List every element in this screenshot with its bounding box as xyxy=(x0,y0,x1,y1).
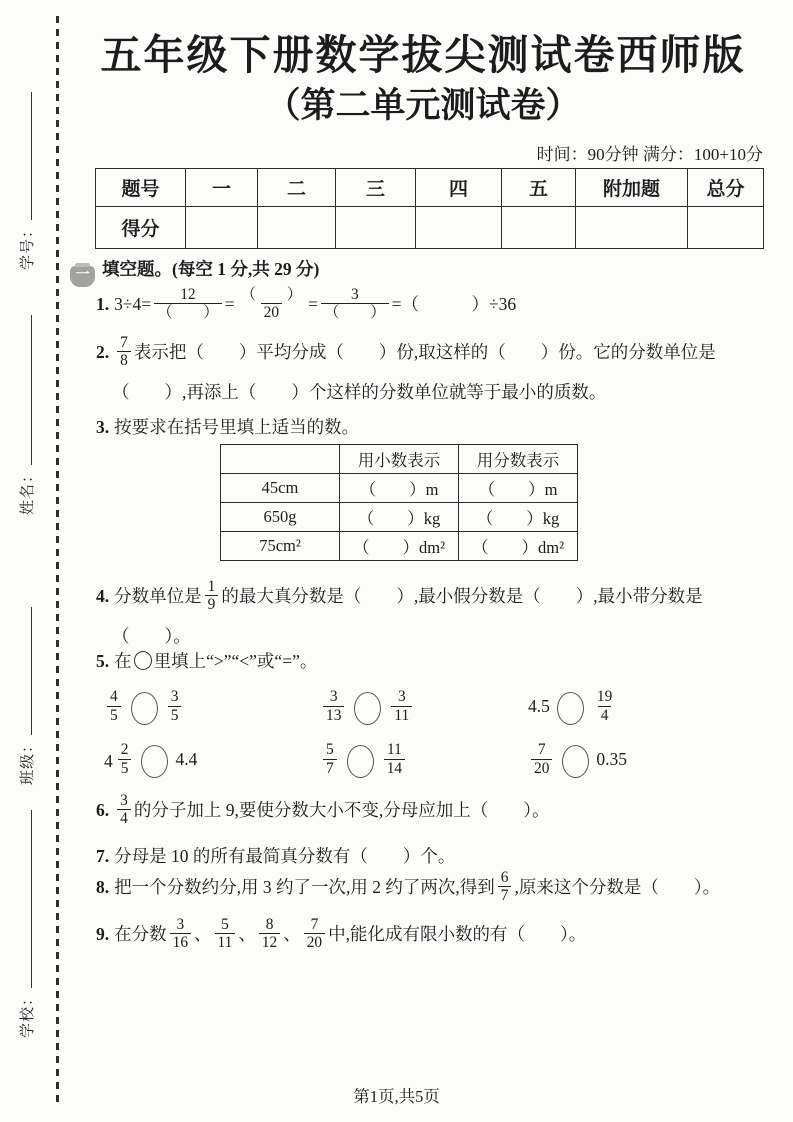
page-subtitle: （第二单元测试卷） xyxy=(265,86,581,125)
table-cell: 45cm xyxy=(221,474,340,503)
score-empty-cell xyxy=(416,207,502,249)
question-line: 9. 在分数 $\frac{3}{16}$ 、 $\frac{5}{11}$ 、 $\frac{8}{12}$ 、 $\frac{7}{20}$ 中,能化成有限小数的有（ ）。 xyxy=(96,916,587,952)
score-empty-cell xyxy=(576,207,688,249)
blank-line xyxy=(18,810,32,988)
comparison-grid xyxy=(104,688,752,794)
compare-row xyxy=(104,741,752,781)
section-one-badge-icon xyxy=(70,266,95,287)
fraction: $\frac{7}{20}$ xyxy=(304,916,325,952)
fraction: $\frac{1}{9}$ xyxy=(205,578,219,614)
section-number: 一 xyxy=(75,268,90,283)
table-cell: 75cm² xyxy=(221,532,340,561)
table-row xyxy=(221,474,578,503)
table-cell xyxy=(221,445,340,474)
score-header-cell: 总分 xyxy=(688,169,764,207)
blank-line xyxy=(18,315,32,465)
fraction: $\frac{3}{11}$ xyxy=(391,688,412,724)
fraction: $\frac{6}{7}$ xyxy=(498,869,512,905)
compare-item xyxy=(320,690,528,726)
question-number: 4. xyxy=(96,585,110,606)
compare-item: 4.5 $\frac{19}{4}$ xyxy=(528,690,752,726)
conversion-table-header-row xyxy=(221,445,578,474)
table-cell: （ ）kg xyxy=(340,503,459,532)
table-cell: （ ）dm² xyxy=(459,532,578,561)
question-line: （ ）。 xyxy=(112,625,191,646)
seal-label-school: 学校： xyxy=(20,989,36,1038)
score-empty-cell xyxy=(186,207,258,249)
score-header-cell: 三 xyxy=(336,169,416,207)
fraction: $\frac{8}{12}$ xyxy=(259,916,280,952)
fraction: $\frac{3}{( )}$ xyxy=(321,286,389,322)
conversion-table xyxy=(220,444,578,561)
fraction: $\frac{5}{7}$ xyxy=(323,741,337,777)
score-header-cell: 一 xyxy=(186,169,258,207)
question-1 xyxy=(96,288,761,324)
score-row xyxy=(96,207,764,249)
table-cell: 用小数表示 xyxy=(340,445,459,474)
question-line: 6. $\frac{3}{4}$ 的分子加上 9,要使分数大小不变,分母应加上（ ）。 xyxy=(96,792,550,828)
section-note: (每空 1 分,共 29 分) xyxy=(172,259,320,279)
question-line: 8. 把一个分数约分,用 3 约了一次,用 2 约了两次,得到 $\frac{6}{7}$ ,原来这个分数是（ ）。 xyxy=(96,869,721,905)
question-number: 1. xyxy=(96,293,110,314)
fraction: $\frac{3}{13}$ xyxy=(323,688,344,724)
question-3 xyxy=(96,416,761,440)
table-cell: 650g xyxy=(221,503,340,532)
seal-label-class: 班级： xyxy=(20,736,36,785)
section-header xyxy=(70,256,319,287)
question-line: 3. 按要求在括号里填上适当的数。 xyxy=(96,417,360,437)
score-empty-cell xyxy=(688,207,764,249)
question-2 xyxy=(96,336,761,404)
question-number: 3. xyxy=(96,417,110,437)
mixed-number: 4 $\frac{2}{5}$ xyxy=(104,743,134,779)
score-header-cell: 五 xyxy=(502,169,576,207)
compare-circle xyxy=(141,745,168,778)
question-6 xyxy=(96,794,761,830)
fraction: $\frac{12}{( )}$ xyxy=(154,286,222,322)
question-number: 5. xyxy=(96,651,110,671)
fraction: $\frac{4}{5}$ xyxy=(107,688,121,724)
blank-line xyxy=(18,607,32,735)
fraction: $\frac{( )}{20}$ xyxy=(240,286,303,322)
score-empty-cell xyxy=(502,207,576,249)
seal-field-class xyxy=(16,607,37,785)
score-header-cell: 题号 xyxy=(96,169,186,207)
fraction: $\frac{7}{20}$ xyxy=(531,741,552,777)
table-cell: （ ）dm² xyxy=(340,532,459,561)
question-line: 5. 在 里填上“>”“<”或“=”。 xyxy=(96,651,318,671)
compare-item: 4 $\frac{2}{5}$ 4.4 xyxy=(104,743,320,779)
question-number: 8. xyxy=(96,876,110,897)
score-header-row xyxy=(96,169,764,207)
fraction: $\frac{3}{4}$ xyxy=(117,792,131,828)
question-number: 7. xyxy=(96,846,110,866)
compare-item xyxy=(320,743,528,779)
compare-item: $\frac{7}{20}$ 0.35 xyxy=(528,743,752,779)
seal-label-student-id: 学号： xyxy=(20,221,36,270)
table-cell: 用分数表示 xyxy=(459,445,578,474)
fraction: $\frac{3}{5}$ xyxy=(168,688,182,724)
fraction: $\frac{7}{8}$ xyxy=(117,334,131,370)
question-number: 6. xyxy=(96,799,110,820)
compare-circle xyxy=(134,651,152,670)
question-7 xyxy=(96,845,761,869)
score-header-cell: 附加题 xyxy=(576,169,688,207)
score-table xyxy=(95,168,764,249)
score-empty-cell xyxy=(258,207,336,249)
fraction: $\frac{3}{16}$ xyxy=(170,916,191,952)
compare-circle xyxy=(131,692,158,725)
seal-label-name: 姓名： xyxy=(20,466,36,515)
exam-meta: 时间：90分钟 满分：100+10分 xyxy=(536,145,763,164)
table-row xyxy=(221,532,578,561)
page-title: 五年级下册数学拔尖测试卷西师版 xyxy=(100,32,746,78)
seal-field-school xyxy=(16,810,37,1038)
question-line: 1. 3÷4= $\frac{12}{( )}$ = $\frac{( )}{20}$ = $\frac{3}{( )}$ =（ ）÷36 xyxy=(96,286,517,322)
table-cell: （ ）kg xyxy=(459,503,578,532)
compare-circle xyxy=(562,745,589,778)
score-header-cell: 四 xyxy=(416,169,502,207)
fraction: $\frac{11}{14}$ xyxy=(384,741,405,777)
question-9 xyxy=(96,918,761,954)
compare-circle xyxy=(354,692,381,725)
question-5 xyxy=(96,650,761,674)
question-line: （ ）,再添上（ ）个这样的分数单位就等于最小的质数。 xyxy=(112,381,607,402)
compare-circle xyxy=(347,745,374,778)
table-row xyxy=(221,503,578,532)
question-number: 9. xyxy=(96,923,110,944)
seal-field-name xyxy=(16,315,37,515)
question-line: 7. 分母是 10 的所有最简真分数有（ ）个。 xyxy=(96,846,456,866)
table-cell: （ ）m xyxy=(459,474,578,503)
table-cell: （ ）m xyxy=(340,474,459,503)
question-8 xyxy=(96,871,761,907)
page-footer: 第1页,共5页 xyxy=(353,1087,440,1106)
score-empty-cell xyxy=(336,207,416,249)
question-line: 4. 分数单位是 $\frac{1}{9}$ 的最大真分数是（ ）,最小假分数是（ ）,最小带分数是 xyxy=(96,578,703,614)
section-title: 填空题。 xyxy=(102,259,172,279)
compare-item xyxy=(104,690,320,726)
question-4 xyxy=(96,580,761,648)
score-label-cell: 得分 xyxy=(96,207,186,249)
compare-row xyxy=(104,688,752,728)
seal-field-student-id xyxy=(16,92,37,270)
question-number: 2. xyxy=(96,341,110,362)
blank-line xyxy=(18,92,32,220)
score-header-cell: 二 xyxy=(258,169,336,207)
fraction: $\frac{5}{11}$ xyxy=(215,916,236,952)
question-line: 2. $\frac{7}{8}$ 表示把（ ）平均分成（ ）份,取这样的（ ）份。它的分数单位是 xyxy=(96,334,716,370)
fraction: $\frac{19}{4}$ xyxy=(596,688,613,724)
compare-circle xyxy=(557,692,584,725)
fold-line xyxy=(56,16,59,1106)
